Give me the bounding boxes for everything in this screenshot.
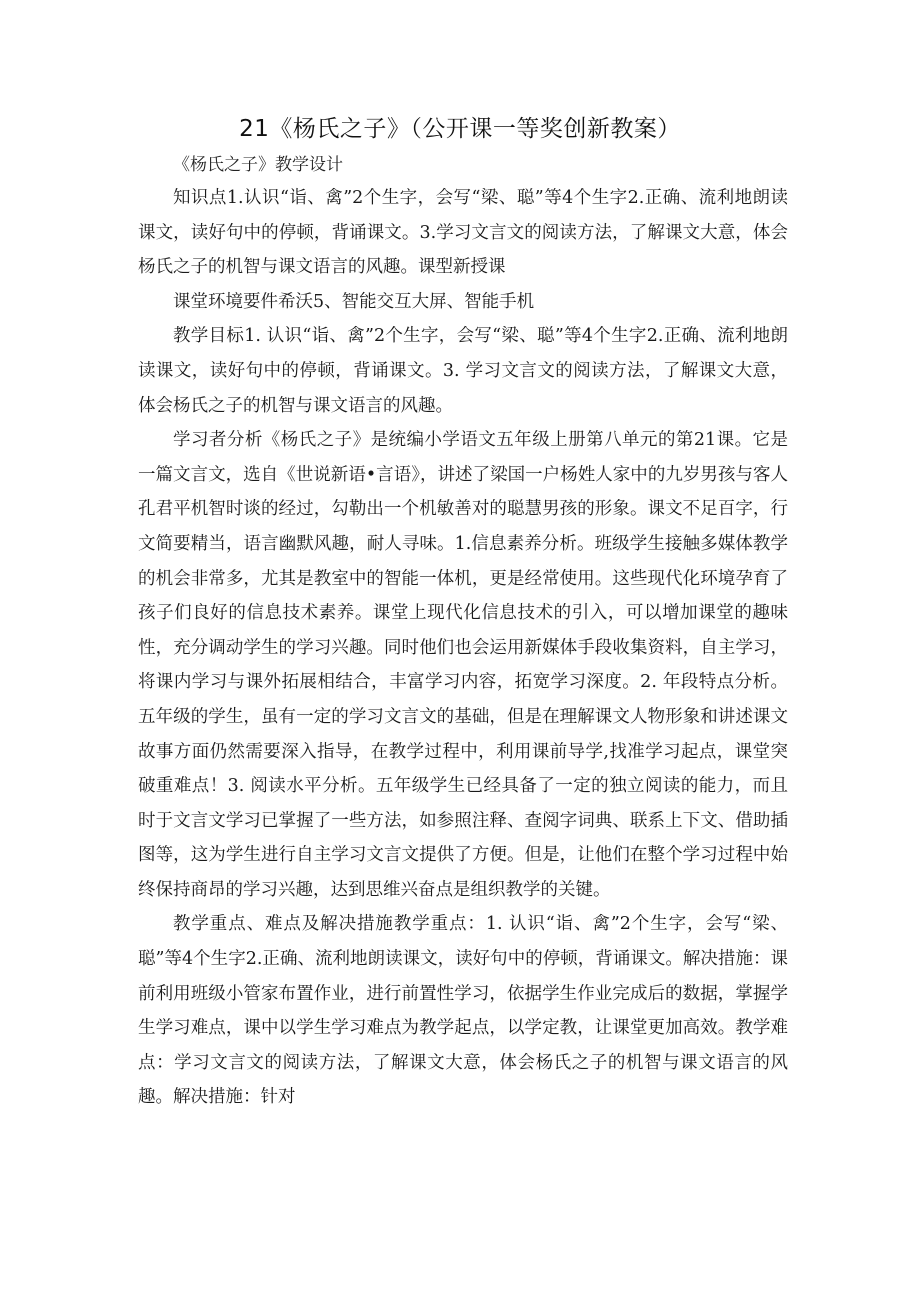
document-title: 21《杨氏之子》（公开课一等奖创新教案） xyxy=(239,116,681,142)
paragraph-learner-analysis: 学习者分析《杨氏之子》是统编小学语文五年级上册第八单元的第21课。它是一篇文言文，选自《世说新语•言语》，讲述了梁国一户杨姓人家中的九岁男孩与客人孔君平机智时谈的经过，勾勒出一个机敏善对的聪慧男孩的形象。课文不足百字，行文简要精当，语言幽默风趣，耐人寻味。1.信息素养分析。班级学生接触多媒体教学的机会非常多，尤其是教室中的智能一体机，更是经常使用。这些现代化环境孕育了孩子们良好的信息技术素养。课堂上现代化信息技术的引入，可以增加课堂的趣味性，充分调动学生的学习兴趣。同时他们也会运用新媒体手段收集资料，自主学习，将课内学习与课外拓展相结合，丰富学习内容，拓宽学习深度。2. 年段特点分析。五年级的学生，虽有一定的学习文言文的基础，但是在理解课文人物形象和讲述课文故事方面仍然需要深入指导，在教学过程中，利用课前导学,找准学习起点，课堂突破重难点！3. 阅读水平分析。五年级学生已经具备了一定的独立阅读的能力，而且时于文言文学习已掌握了一些方法，如参照注释、查阅字词典、联系上下文、借助插图等，这为学生进行自主学习文言文提供了方便。但是，让他们在整个学习过程中始终保持商昂的学习兴趣，达到思维兴奋点是组织教学的关键。 xyxy=(138,430,788,900)
paragraph-teaching-goals: 教学目标1. 认识“诣、禽”2个生字，会写“梁、聪”等4个生字2.正确、流利地朗读课文，读好句中的停顿，背诵课文。3. 学习文言文的阅读方法，了解课文大意，体会杨氏之子的机智与课文语言的风趣。 xyxy=(138,326,788,416)
paragraph-knowledge-points: 知识点1.认识“诣、禽”2个生字，会写“梁、聪”等4个生字2.正确、流利地朗读课文，读好句中的停顿，背诵课文。3.学习文言文的阅读方法，了解课文大意，体会杨氏之子的机智与课文语言的风趣。课型新授课 xyxy=(138,188,788,278)
document-body xyxy=(138,181,788,1115)
paragraph-classroom-environment: 课堂环境要件希沃5、智能交互大屏、智能手机 xyxy=(173,291,535,312)
document-subtitle: 《杨氏之子》教学设计 xyxy=(173,155,343,175)
paragraph-key-difficulties: 教学重点、难点及解决措施教学重点：1. 认识“诣、禽”2个生字，会写“梁、聪”等4个生字2.正确、流利地朗读课文，读好句中的停顿，背诵课文。解决措施：课前利用班级小管家布置作业，进行前置性学习，依据学生作业完成后的数据，掌握学生学习难点，课中以学生学习难点为教学起点，以学定教，让课堂更加高效。教学难点：学习文言文的阅读方法，了解课文大意，体会杨氏之子的机智与课文语言的风趣。解决措施：针对 xyxy=(138,914,788,1108)
